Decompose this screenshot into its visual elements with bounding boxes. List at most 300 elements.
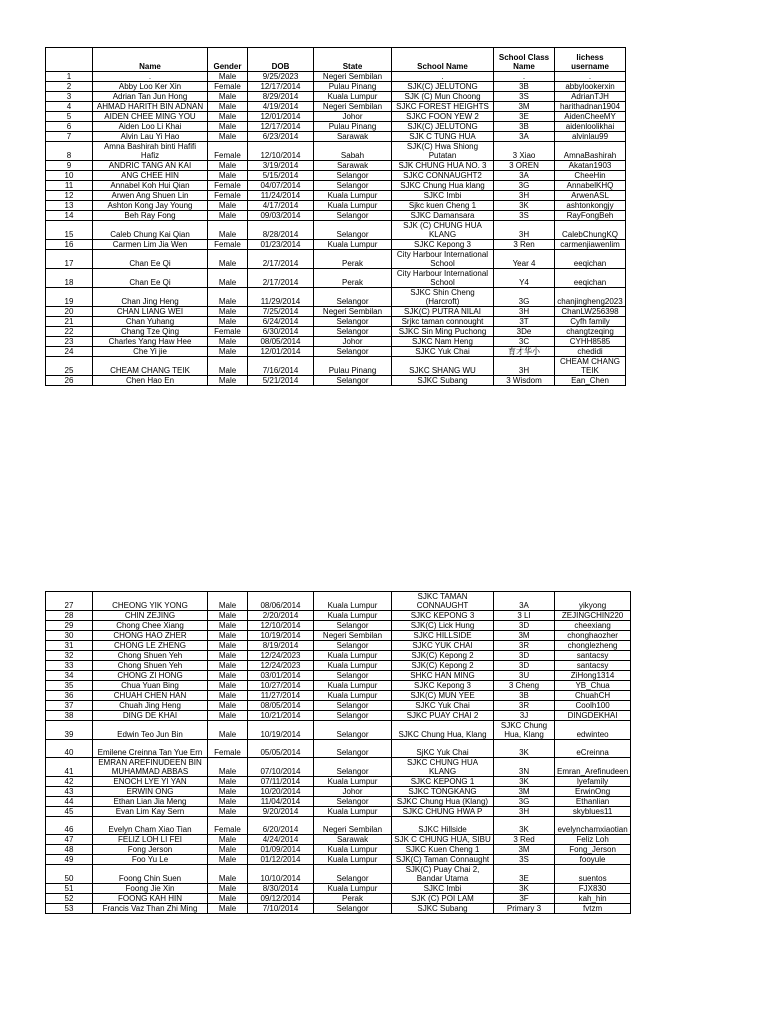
student-name-cell: Aiden Loo Li Khai — [93, 122, 208, 132]
school-name-cell: SJKC CHUNG HWA P — [392, 807, 494, 817]
row-number-cell: 40 — [46, 740, 93, 758]
table-row — [46, 122, 626, 132]
dob-cell: 6/24/2014 — [248, 317, 314, 327]
table-row — [46, 740, 631, 758]
row-number-cell: 34 — [46, 671, 93, 681]
student-name-cell: Amna Bashirah binti Hafifi Hafiz — [93, 142, 208, 161]
dob-cell: 07/11/2014 — [248, 777, 314, 787]
student-name-cell: CHUAH CHEN HAN — [93, 691, 208, 701]
school-class-cell: 3G — [494, 181, 555, 191]
row-number-cell: 8 — [46, 142, 93, 161]
lichess-username-cell: skyblues11 — [555, 807, 631, 817]
gender-cell: Male — [208, 691, 248, 701]
gender-cell: Male — [208, 112, 248, 122]
lichess-username-cell: santacsy — [555, 651, 631, 661]
school-class-cell: 3D — [494, 651, 555, 661]
dob-cell: 7/16/2014 — [248, 357, 314, 376]
student-name-cell: Charles Yang Haw Hee — [93, 337, 208, 347]
gender-cell: Female — [208, 191, 248, 201]
row-number-cell: 39 — [46, 721, 93, 740]
table-row — [46, 671, 631, 681]
row-number-cell: 13 — [46, 201, 93, 211]
lichess-username-cell: edwinteo — [555, 721, 631, 740]
table-row — [46, 855, 631, 865]
table-row — [46, 817, 631, 835]
lichess-username-cell: ChuahCH — [555, 691, 631, 701]
lichess-username-cell: Emran_Arefinudeen — [555, 758, 631, 777]
school-name-cell: SJKC YUK CHAI — [392, 641, 494, 651]
table-row — [46, 681, 631, 691]
lichess-username-cell: abbylookerxin — [555, 82, 626, 92]
school-name-cell: SJKC KEPONG 1 — [392, 777, 494, 787]
state-cell: Selangor — [314, 221, 392, 240]
state-cell: Kuala Lumpur — [314, 191, 392, 201]
table-row — [46, 376, 626, 386]
lichess-username-cell: AmnaBashirah — [555, 142, 626, 161]
student-name-cell: Chan Ee Qi — [93, 269, 208, 288]
gender-cell: Male — [208, 671, 248, 681]
school-class-cell: Year 4 — [494, 250, 555, 269]
state-cell: Kuala Lumpur — [314, 777, 392, 787]
dob-cell: 9/20/2014 — [248, 807, 314, 817]
table-row — [46, 592, 631, 611]
student-table-page-2 — [45, 591, 631, 914]
dob-cell: 12/01/2014 — [248, 112, 314, 122]
table-row — [46, 211, 626, 221]
school-name-cell: SJKC SHANG WU — [392, 357, 494, 376]
row-number-cell: 38 — [46, 711, 93, 721]
lichess-username-cell: cheexiang — [555, 621, 631, 631]
lichess-username-cell: Ethanlian — [555, 797, 631, 807]
school-name-cell: SJK C CHUNG HUA, SIBU — [392, 835, 494, 845]
gender-cell: Male — [208, 884, 248, 894]
school-name-cell: SJKC FOON YEW 2 — [392, 112, 494, 122]
student-name-cell: EMRAN AREFINUDEEN BIN MUHAMMAD ABBAS — [93, 758, 208, 777]
table-row — [46, 904, 631, 914]
lichess-username-cell: chonglezheng — [555, 641, 631, 651]
student-name-cell: Chang Tze Qing — [93, 327, 208, 337]
school-name-cell: SJKC Kepong 3 — [392, 681, 494, 691]
lichess-username-cell: CalebChungKQ — [555, 221, 626, 240]
school-name-cell: SJK (C) POI LAM — [392, 894, 494, 904]
table-row — [46, 327, 626, 337]
state-cell: Kuala Lumpur — [314, 92, 392, 102]
lichess-username-cell: ZiHong1314 — [555, 671, 631, 681]
dob-cell: 12/17/2014 — [248, 122, 314, 132]
dob-cell: 01/23/2014 — [248, 240, 314, 250]
gender-cell: Male — [208, 337, 248, 347]
gender-cell: Male — [208, 357, 248, 376]
row-number-cell: 1 — [46, 72, 93, 82]
school-name-cell: SJKC CONNAUGHT2 — [392, 171, 494, 181]
school-class-cell: 3S — [494, 211, 555, 221]
school-name-cell: SJKC Yuk Chai — [392, 347, 494, 357]
student-name-cell: Chong Chee Xiang — [93, 621, 208, 631]
student-name-cell: Arwen Ang Shuen Lin — [93, 191, 208, 201]
state-cell: Sarawak — [314, 835, 392, 845]
table-row — [46, 701, 631, 711]
dob-cell: 10/27/2014 — [248, 681, 314, 691]
state-cell: Selangor — [314, 317, 392, 327]
row-number-cell: 3 — [46, 92, 93, 102]
state-cell: Selangor — [314, 181, 392, 191]
student-name-cell: Adrian Tan Jun Hong — [93, 92, 208, 102]
student-name-cell: Che Yi jie — [93, 347, 208, 357]
student-name-cell: Alvin Lau Yi Hao — [93, 132, 208, 142]
header-name: Name — [93, 48, 208, 72]
table-row — [46, 721, 631, 740]
school-name-cell: SJKC Subang — [392, 904, 494, 914]
school-name-cell: SJK(C) JELUTONG — [392, 82, 494, 92]
row-number-cell: 15 — [46, 221, 93, 240]
table-row — [46, 191, 626, 201]
state-cell: Perak — [314, 250, 392, 269]
school-name-cell: SJKC PUAY CHAI 2 — [392, 711, 494, 721]
gender-cell: Male — [208, 641, 248, 651]
gender-cell: Female — [208, 181, 248, 191]
student-name-cell: Emilene Creinna Tan Yue Ern — [93, 740, 208, 758]
dob-cell: 08/06/2014 — [248, 592, 314, 611]
row-number-cell: 31 — [46, 641, 93, 651]
school-name-cell: SJK (C) Mun Choong — [392, 92, 494, 102]
table-row — [46, 797, 631, 807]
school-name-cell: SJK(C) MUN YEE — [392, 691, 494, 701]
student-name-cell: Evan Lim Kay Sern — [93, 807, 208, 817]
lichess-username-cell: . — [555, 72, 626, 82]
student-name-cell: Carmen Lim Jia Wen — [93, 240, 208, 250]
student-name-cell: Abby Loo Ker Xin — [93, 82, 208, 92]
table-row — [46, 269, 626, 288]
row-number-cell: 17 — [46, 250, 93, 269]
lichess-username-cell: ErwinOng — [555, 787, 631, 797]
lichess-username-cell: AidenCheeMY — [555, 112, 626, 122]
state-cell: Kuala Lumpur — [314, 681, 392, 691]
student-name-cell: Chua Yuan Bing — [93, 681, 208, 691]
dob-cell: 01/12/2014 — [248, 855, 314, 865]
state-cell: Johor — [314, 787, 392, 797]
student-name-cell: Chen Hao En — [93, 376, 208, 386]
school-class-cell: 3E — [494, 865, 555, 884]
student-name-cell: Foong Jie Xin — [93, 884, 208, 894]
student-name-cell: Edwin Teo Jun Bin — [93, 721, 208, 740]
row-number-cell: 52 — [46, 894, 93, 904]
gender-cell: Male — [208, 161, 248, 171]
gender-cell: Male — [208, 651, 248, 661]
student-name-cell: Chong Shuen Yeh — [93, 651, 208, 661]
student-name-cell: CHAN LIANG WEI — [93, 307, 208, 317]
school-name-cell: SJKC Damansara — [392, 211, 494, 221]
school-name-cell: SJK(C) Kepong 2 — [392, 651, 494, 661]
state-cell: Kuala Lumpur — [314, 884, 392, 894]
dob-cell: 3/19/2014 — [248, 161, 314, 171]
row-number-cell: 12 — [46, 191, 93, 201]
dob-cell: 5/21/2014 — [248, 376, 314, 386]
student-name-cell: CHEAM CHANG TEIK — [93, 357, 208, 376]
school-name-cell: SJK(C) Puay Chai 2, Bandar Utama — [392, 865, 494, 884]
student-name-cell: Chan Jing Heng — [93, 288, 208, 307]
row-number-cell: 4 — [46, 102, 93, 112]
lichess-username-cell: CheeHin — [555, 171, 626, 181]
school-class-cell: 3F — [494, 894, 555, 904]
row-number-cell: 41 — [46, 758, 93, 777]
school-name-cell: SjKC Yuk Chai — [392, 740, 494, 758]
row-number-cell: 2 — [46, 82, 93, 92]
school-class-cell: 3J — [494, 711, 555, 721]
dob-cell: 7/25/2014 — [248, 307, 314, 317]
row-number-cell: 29 — [46, 621, 93, 631]
school-name-cell: Sjkc kuen Cheng 1 — [392, 201, 494, 211]
lichess-username-cell: AdrianTJH — [555, 92, 626, 102]
table-row — [46, 691, 631, 701]
lichess-username-cell: Feliz Loh — [555, 835, 631, 845]
gender-cell: Male — [208, 269, 248, 288]
gender-cell: Male — [208, 807, 248, 817]
student-name-cell: Evelyn Cham Xiao Tian — [93, 817, 208, 835]
row-number-cell: 33 — [46, 661, 93, 671]
state-cell: Selangor — [314, 211, 392, 221]
student-name-cell: CHONG LE ZHENG — [93, 641, 208, 651]
state-cell: Selangor — [314, 711, 392, 721]
state-cell: Selangor — [314, 288, 392, 307]
school-class-cell: 3 OREN — [494, 161, 555, 171]
table-row — [46, 845, 631, 855]
row-number-cell: 23 — [46, 337, 93, 347]
gender-cell: Female — [208, 327, 248, 337]
lichess-username-cell: AnnabelKHQ — [555, 181, 626, 191]
row-number-cell: 42 — [46, 777, 93, 787]
row-number-cell: 16 — [46, 240, 93, 250]
gender-cell: Male — [208, 211, 248, 221]
gender-cell: Male — [208, 855, 248, 865]
gender-cell: Male — [208, 611, 248, 621]
school-class-cell: 3H — [494, 191, 555, 201]
school-name-cell: Srjkc taman connought — [392, 317, 494, 327]
school-name-cell: SJKC TONGKANG — [392, 787, 494, 797]
table-row — [46, 711, 631, 721]
school-class-cell: 3B — [494, 122, 555, 132]
student-name-cell: DING DE KHAI — [93, 711, 208, 721]
table-row — [46, 82, 626, 92]
dob-cell: 11/27/2014 — [248, 691, 314, 701]
dob-cell: 03/01/2014 — [248, 671, 314, 681]
student-name-cell: CHONG ZI HONG — [93, 671, 208, 681]
row-number-cell: 24 — [46, 347, 93, 357]
table-row — [46, 884, 631, 894]
table-row — [46, 112, 626, 122]
state-cell: Kuala Lumpur — [314, 661, 392, 671]
student-name-cell: Beh Ray Fong — [93, 211, 208, 221]
header-school-name: School Name — [392, 48, 494, 72]
student-name-cell: Francis Vaz Than Zhi Ming — [93, 904, 208, 914]
gender-cell: Male — [208, 307, 248, 317]
school-name-cell: SJK(C) Lick Hung — [392, 621, 494, 631]
lichess-username-cell: alvinlau99 — [555, 132, 626, 142]
dob-cell: 12/10/2014 — [248, 142, 314, 161]
gender-cell: Male — [208, 92, 248, 102]
gender-cell: Male — [208, 288, 248, 307]
student-name-cell: FOONG KAH HIN — [93, 894, 208, 904]
school-class-cell: 3B — [494, 82, 555, 92]
lichess-username-cell: kah_hin — [555, 894, 631, 904]
state-cell: Selangor — [314, 171, 392, 181]
school-class-cell: 3K — [494, 817, 555, 835]
gender-cell: Male — [208, 797, 248, 807]
dob-cell: 08/05/2014 — [248, 701, 314, 711]
state-cell: Selangor — [314, 641, 392, 651]
student-name-cell: Ethan Lian Jia Meng — [93, 797, 208, 807]
school-class-cell: 3B — [494, 691, 555, 701]
dob-cell: 4/17/2014 — [248, 201, 314, 211]
row-number-cell: 32 — [46, 651, 93, 661]
table-row — [46, 72, 626, 82]
row-number-cell: 46 — [46, 817, 93, 835]
header-school-class: School Class Name — [494, 48, 555, 72]
gender-cell: Male — [208, 787, 248, 797]
lichess-username-cell: evelynchamxiaotian — [555, 817, 631, 835]
dob-cell: 05/05/2014 — [248, 740, 314, 758]
school-class-cell: 3A — [494, 132, 555, 142]
school-name-cell: SJKC Nam Heng — [392, 337, 494, 347]
dob-cell: 8/28/2014 — [248, 221, 314, 240]
dob-cell: 2/17/2014 — [248, 269, 314, 288]
row-number-cell: 22 — [46, 327, 93, 337]
school-class-cell: Y4 — [494, 269, 555, 288]
gender-cell: Male — [208, 317, 248, 327]
school-name-cell: SJKC Imbi — [392, 884, 494, 894]
state-cell: Selangor — [314, 671, 392, 681]
row-number-cell: 44 — [46, 797, 93, 807]
lichess-username-cell: Cyfh family — [555, 317, 626, 327]
dob-cell: 8/19/2014 — [248, 641, 314, 651]
gender-cell: Female — [208, 240, 248, 250]
lichess-username-cell: Coolh100 — [555, 701, 631, 711]
table-row — [46, 807, 631, 817]
row-number-cell: 49 — [46, 855, 93, 865]
gender-cell: Female — [208, 817, 248, 835]
lichess-username-cell: fvtzm — [555, 904, 631, 914]
dob-cell: 09/03/2014 — [248, 211, 314, 221]
state-cell: Sarawak — [314, 132, 392, 142]
school-name-cell: SJK(C) PUTRA NILAI — [392, 307, 494, 317]
lichess-username-cell: Ean_Chen — [555, 376, 626, 386]
lichess-username-cell: FJX830 — [555, 884, 631, 894]
school-name-cell: City Harbour International School — [392, 250, 494, 269]
gender-cell: Female — [208, 82, 248, 92]
student-name-cell: Chuah Jing Heng — [93, 701, 208, 711]
gender-cell: Male — [208, 701, 248, 711]
table-row — [46, 307, 626, 317]
header-row — [46, 48, 626, 72]
school-class-cell: 3M — [494, 102, 555, 112]
row-number-cell: 30 — [46, 631, 93, 641]
lichess-username-cell: chanjingheng2023 — [555, 288, 626, 307]
lichess-username-cell: chedidi — [555, 347, 626, 357]
school-name-cell: SJK(C) Hwa Shiong Putatan — [392, 142, 494, 161]
gender-cell: Male — [208, 122, 248, 132]
state-cell: Selangor — [314, 327, 392, 337]
lichess-username-cell: eCreinna — [555, 740, 631, 758]
school-class-cell: 3A — [494, 592, 555, 611]
school-name-cell: SJKC Imbi — [392, 191, 494, 201]
state-cell: Selangor — [314, 347, 392, 357]
state-cell: Selangor — [314, 904, 392, 914]
gender-cell: Male — [208, 631, 248, 641]
gender-cell: Male — [208, 171, 248, 181]
student-name-cell: CHONG HAO ZHER — [93, 631, 208, 641]
table-row — [46, 787, 631, 797]
gender-cell: Female — [208, 142, 248, 161]
student-name-cell: Chan Ee Qi — [93, 250, 208, 269]
school-name-cell: SJKC Sin Ming Puchong — [392, 327, 494, 337]
state-cell: Kuala Lumpur — [314, 855, 392, 865]
dob-cell: 12/17/2014 — [248, 82, 314, 92]
table-row — [46, 641, 631, 651]
school-name-cell: SJKC HILLSIDE — [392, 631, 494, 641]
school-class-cell: 3H — [494, 807, 555, 817]
state-cell: Pulau Pinang — [314, 357, 392, 376]
school-class-cell: 3T — [494, 317, 555, 327]
dob-cell: 8/30/2014 — [248, 884, 314, 894]
row-number-cell: 6 — [46, 122, 93, 132]
dob-cell: 10/20/2014 — [248, 787, 314, 797]
state-cell: Selangor — [314, 701, 392, 711]
school-name-cell: SJKC FOREST HEIGHTS — [392, 102, 494, 112]
school-class-cell: 3 Xiao — [494, 142, 555, 161]
student-name-cell: . — [93, 72, 208, 82]
dob-cell: 6/23/2014 — [248, 132, 314, 142]
row-number-cell: 5 — [46, 112, 93, 122]
table-row — [46, 102, 626, 112]
row-number-cell: 14 — [46, 211, 93, 221]
state-cell: Selangor — [314, 376, 392, 386]
header-lichess-username: lichess username — [555, 48, 626, 72]
row-number-cell: 21 — [46, 317, 93, 327]
school-name-cell: SHKC HAN MING — [392, 671, 494, 681]
table-row — [46, 221, 626, 240]
lichess-username-cell: lyefamily — [555, 777, 631, 787]
dob-cell: 10/19/2014 — [248, 721, 314, 740]
row-number-cell: 25 — [46, 357, 93, 376]
state-cell: Selangor — [314, 721, 392, 740]
school-class-cell: 3G — [494, 288, 555, 307]
lichess-username-cell: DINGDEKHAI — [555, 711, 631, 721]
table-row — [46, 171, 626, 181]
row-number-cell: 7 — [46, 132, 93, 142]
school-class-cell: 3N — [494, 758, 555, 777]
state-cell: Kuala Lumpur — [314, 240, 392, 250]
header-no — [46, 48, 93, 72]
school-class-cell: 育才华小 — [494, 347, 555, 357]
lichess-username-cell: ArwenASL — [555, 191, 626, 201]
school-class-cell: 3M — [494, 845, 555, 855]
student-name-cell: ENOCH LYE YI YAN — [93, 777, 208, 787]
student-name-cell: Fong Jerson — [93, 845, 208, 855]
state-cell: Johor — [314, 112, 392, 122]
table-row — [46, 288, 626, 307]
school-name-cell: SJK (C) CHUNG HUA KLANG — [392, 221, 494, 240]
lichess-username-cell: suentos — [555, 865, 631, 884]
student-name-cell: FELIZ LOH LI FEI — [93, 835, 208, 845]
state-cell: Johor — [314, 337, 392, 347]
dob-cell: 12/24/2023 — [248, 661, 314, 671]
school-class-cell: 3H — [494, 357, 555, 376]
dob-cell: 12/24/2023 — [248, 651, 314, 661]
school-class-cell: 3G — [494, 797, 555, 807]
state-cell: Negeri Sembilan — [314, 102, 392, 112]
dob-cell: 09/12/2014 — [248, 894, 314, 904]
state-cell: Pulau Pinang — [314, 82, 392, 92]
school-class-cell: 3A — [494, 171, 555, 181]
